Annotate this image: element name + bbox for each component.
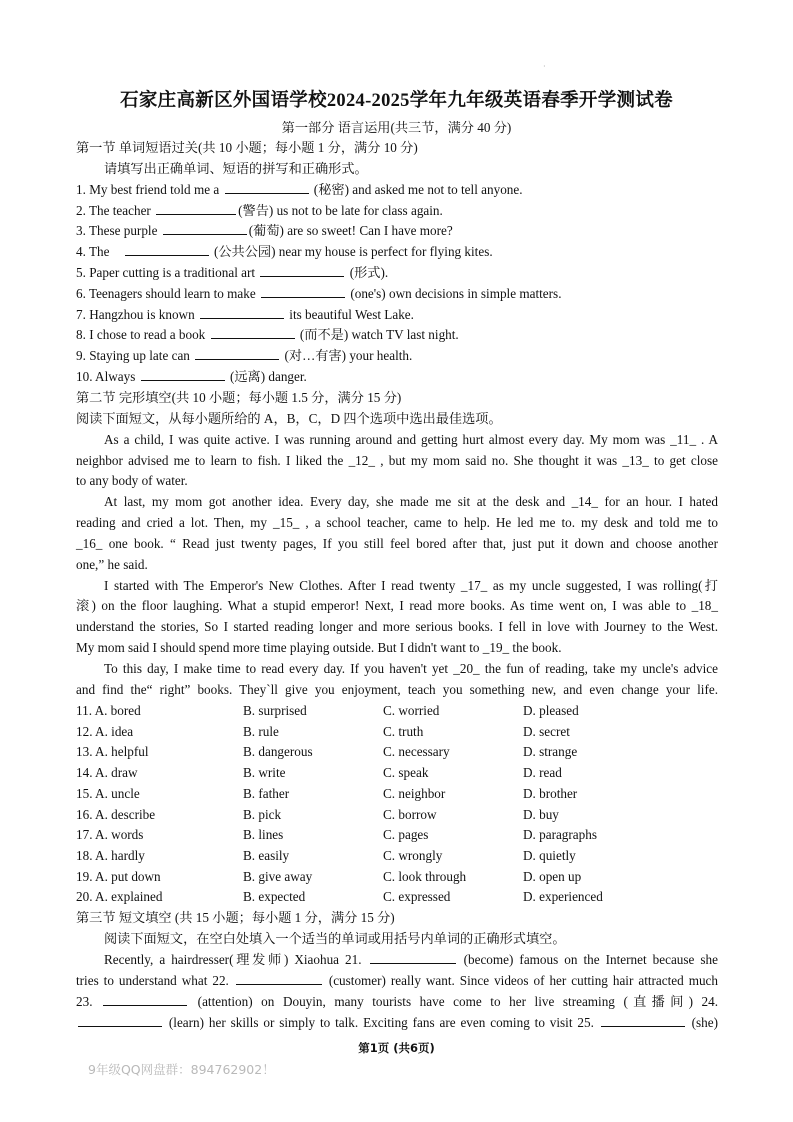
watermark: 9年级QQ网盘群：894762902！ <box>88 1062 275 1077</box>
option-choice[interactable]: B. easily <box>243 847 290 863</box>
option-choice[interactable]: B. expected <box>243 889 306 905</box>
passage-line: To this day, I make time to read every day. If you haven't yet _20_ the fun of reading, take my uncle's advice <box>104 661 718 676</box>
option-choice[interactable]: B. lines <box>243 827 284 843</box>
option-choice[interactable]: D. experienced <box>523 889 603 905</box>
question-item: 7. Hangzhou is known its beautiful West Lake. <box>76 307 414 322</box>
option-choice[interactable]: C. look through <box>383 868 467 884</box>
option-choice[interactable]: C. wrongly <box>383 847 443 863</box>
option-choice[interactable]: 12. A. idea <box>76 723 134 739</box>
answer-blank[interactable] <box>601 1014 685 1027</box>
question-item: 3. These purple (葡萄) are so sweet! Can I have more? <box>76 223 453 238</box>
section-two-heading: 第二节 完形填空(共 10 小题；每小题 1.5 分，满分 15 分) <box>76 390 402 405</box>
option-choice[interactable]: C. speak <box>383 765 429 781</box>
option-choice[interactable]: C. necessary <box>383 744 450 760</box>
answer-blank[interactable] <box>156 202 236 215</box>
question-item: 9. Staying up late can (对…有害) your health. <box>76 348 413 363</box>
option-choice[interactable]: 20. A. explained <box>76 889 163 905</box>
option-choice[interactable]: B. dangerous <box>243 744 313 760</box>
question-item: 8. I chose to read a book (而不是) watch TV last night. <box>76 327 459 342</box>
answer-blank[interactable] <box>200 306 284 319</box>
option-choice[interactable]: D. pleased <box>523 703 579 718</box>
passage-line: reading and cried a lot. Then, my _15_ , a school teacher, came to help. He led me to. my desk and told me to <box>76 515 718 530</box>
option-choice[interactable]: B. father <box>243 785 290 801</box>
passage-line: one,” he said. <box>76 557 148 572</box>
question-item: 6. Teenagers should learn to make (one's) own decisions in simple matters. <box>76 286 562 301</box>
passage-line: to any body of water. <box>76 473 188 488</box>
passage-line: understand the stories, So I started reading longer and more serious books. I fell in love with Journey to the West. <box>76 619 718 634</box>
section-one-heading: 第一节 单词短语过关(共 10 小题；每小题 1 分，满分 10 分) <box>76 140 418 155</box>
option-choice[interactable]: C. pages <box>383 827 429 843</box>
passage-line: neighbor advised me to learn to fish. I liked the _12_ , but my mom said no. She thought it was _13_ to get close <box>76 453 718 468</box>
answer-blank[interactable] <box>103 993 187 1006</box>
option-choice[interactable]: 16. A. describe <box>76 806 156 822</box>
option-choice[interactable]: C. truth <box>383 723 424 739</box>
option-choice[interactable]: D. paragraphs <box>523 827 597 843</box>
option-choice[interactable]: D. read <box>523 765 562 781</box>
passage-line: I started with The Emperor's New Clothes. After I read twenty _17_ as my uncle suggested, I was rolling(打 <box>104 578 718 593</box>
question-item: 1. My best friend told me a (秘密) and asked me not to tell anyone. <box>76 182 523 197</box>
question-item: 5. Paper cutting is a traditional art (形式). <box>76 265 389 280</box>
answer-blank[interactable] <box>195 347 279 360</box>
answer-blank[interactable] <box>141 368 225 381</box>
option-choice[interactable]: B. pick <box>243 806 282 822</box>
question-item: 2. The teacher (警告) us not to be late for class again. <box>76 203 443 218</box>
passage-line: tries to understand what 22. (customer) really want. Since videos of her cutting hair attracted much <box>76 973 719 988</box>
passage-line: 23. (attention) on Douyin, many tourists have come to her live streaming (直播间) 24. <box>76 994 719 1009</box>
passage-line: As a child, I was quite active. I was running around and getting hurt almost every day. My mom was _11_ . A <box>104 432 718 447</box>
answer-blank[interactable] <box>370 951 456 964</box>
question-item: 4. The (公共公园) near my house is perfect for flying kites. <box>76 244 493 259</box>
option-choice[interactable]: 15. A. uncle <box>76 785 140 801</box>
option-choice[interactable]: B. rule <box>243 723 279 739</box>
option-choice[interactable]: D. quietly <box>523 847 576 863</box>
option-choice[interactable]: D. secret <box>523 723 570 739</box>
option-choice[interactable]: D. strange <box>523 744 578 760</box>
scan-dot: · <box>543 62 546 71</box>
passage-line: Recently, a hairdresser(理发师) Xiaohua 21. (become) famous on the Internet because she <box>104 952 718 967</box>
exam-title: 石家庄高新区外国语学校2024-2025学年九年级英语春季开学测试卷 <box>120 91 673 111</box>
part-one-heading: 第一部分 语言运用(共三节，满分 40 分) <box>281 120 512 135</box>
answer-blank[interactable] <box>78 1014 162 1027</box>
option-choice[interactable]: D. buy <box>523 806 559 822</box>
page-footer: 第1页 (共6页) <box>358 1041 435 1055</box>
option-choice[interactable]: 17. A. words <box>76 827 144 843</box>
answer-blank[interactable] <box>261 285 345 298</box>
passage-line: My mom said I should spend more time playing outside. But I didn't want to _19_ the book. <box>76 640 562 655</box>
answer-blank[interactable] <box>211 326 295 339</box>
answer-blank[interactable] <box>260 264 344 277</box>
passage-line: and find the“ right” books. They`ll give you enjoyment, teach you something new, and even change your life. <box>76 682 718 697</box>
answer-blank[interactable] <box>125 243 209 256</box>
option-choice[interactable]: C. borrow <box>383 806 437 822</box>
option-choice[interactable]: D. open up <box>523 868 582 884</box>
section-two-instruction: 阅读下面短文，从每小题所给的 A，B，C，D 四个选项中选出最佳选项。 <box>76 411 502 426</box>
option-choice[interactable]: 14. A. draw <box>76 765 138 781</box>
section-three-heading: 第三节 短文填空 (共 15 小题；每小题 1 分，满分 15 分) <box>76 910 395 925</box>
option-choice[interactable]: B. surprised <box>243 703 307 718</box>
section-one-instruction: 请填写出正确单词、短语的拼写和正确形式。 <box>104 161 368 176</box>
passage-line: _16_ one book. “ Read just twenty pages, If you still feel bored after that, just put it down and choose another <box>76 536 718 551</box>
option-choice[interactable]: B. give away <box>243 868 313 884</box>
option-choice[interactable]: B. write <box>243 765 286 781</box>
answer-blank[interactable] <box>225 181 309 194</box>
option-choice[interactable]: 19. A. put down <box>76 868 161 884</box>
answer-blank[interactable] <box>236 972 322 985</box>
option-choice[interactable]: 18. A. hardly <box>76 847 145 863</box>
option-choice[interactable]: C. neighbor <box>383 785 446 801</box>
passage-line: (learn) her skills or simply to talk. Exciting fans are even coming to visit 25. (she) <box>76 1014 718 1032</box>
answer-blank[interactable] <box>163 222 247 235</box>
option-choice[interactable]: C. expressed <box>383 889 451 905</box>
passage-line: 滚) on the floor laughing. What a stupid emperor! Next, I read more books. As time went on, I was able to _18_ <box>76 598 718 613</box>
option-choice[interactable]: 11. A. bored <box>76 703 141 718</box>
option-choice[interactable]: 13. A. helpful <box>76 744 149 760</box>
section-three-instruction: 阅读下面短文，在空白处填入一个适当的单词或用括号内单词的正确形式填空。 <box>104 931 566 946</box>
question-item: 10. Always (远离) danger. <box>76 369 307 384</box>
option-choice[interactable]: D. brother <box>523 785 578 801</box>
option-choice[interactable]: C. worried <box>383 703 440 718</box>
passage-line: At last, my mom got another idea. Every day, she made me sit at the desk and _14_ for an hour. I hated <box>104 494 718 509</box>
